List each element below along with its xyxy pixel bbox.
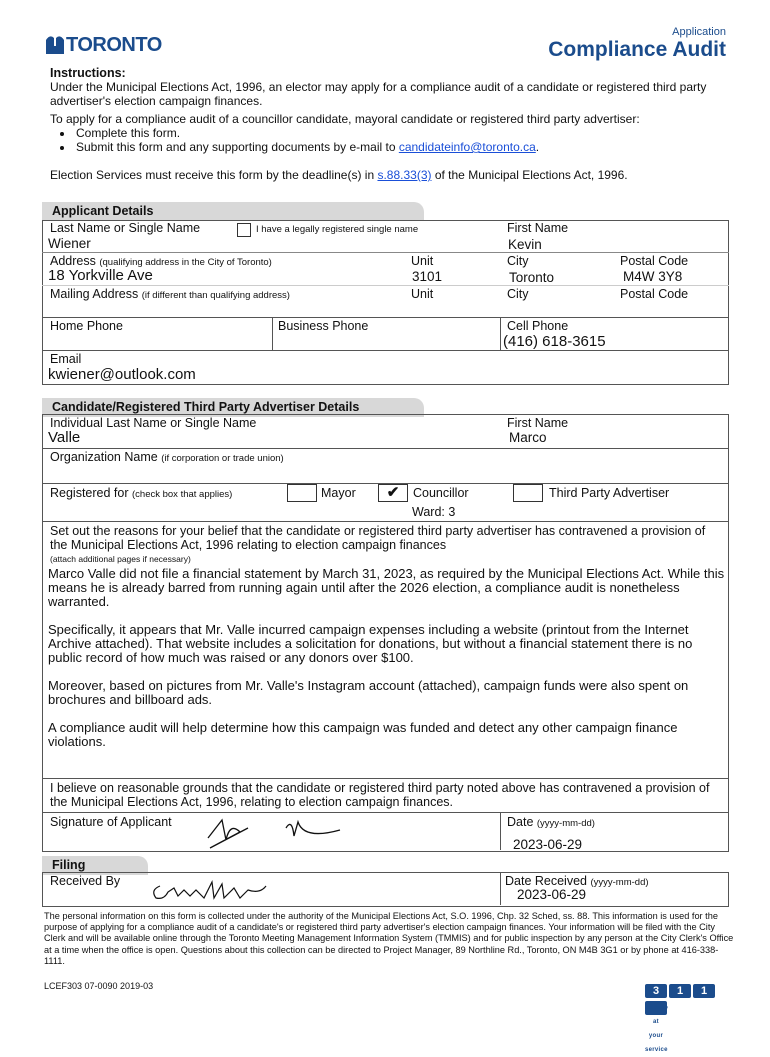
bullet2-text: Submit this form and any supporting documents by e-mail to: [76, 140, 399, 154]
postal-code-label: Postal Code: [620, 254, 689, 268]
candidate-last-name[interactable]: Valle: [48, 429, 81, 446]
date-received-label: [505, 874, 649, 888]
applicant-signature[interactable]: [200, 810, 350, 852]
registered-for-label: [50, 486, 232, 500]
single-name-checkbox[interactable]: [237, 221, 251, 239]
reasons-text[interactable]: [48, 567, 728, 763]
bullet2-suffix: .: [535, 140, 540, 154]
received-by-label: Received By: [50, 874, 121, 888]
badge-tagline: toronto at your service: [645, 1001, 667, 1015]
applicant-details-box: [42, 220, 729, 385]
candidate-last-name-label: Individual Last Name or Single Name: [50, 416, 257, 430]
applicant-address[interactable]: 18 Yorkville Ave: [48, 267, 153, 284]
cell-phone-label: Cell Phone: [507, 319, 569, 333]
applicant-section-title: Applicant Details: [42, 202, 424, 221]
instructions-bullet: [74, 140, 730, 154]
mailing-label-text: Mailing Address: [50, 287, 139, 301]
date-label-text: Date: [507, 815, 534, 829]
org-note: (if corporation or trade union): [161, 453, 284, 464]
reason-paragraph: A compliance audit will help determine how this campaign was funded and detect any other campaign finance violations.: [48, 720, 678, 749]
applicant-email[interactable]: kwiener@outlook.com: [48, 366, 196, 383]
reason-paragraph: Moreover, based on pictures from Mr. Valle's Instagram account (attached), campaign funds were also spent on brochures and billboard ads.: [48, 678, 689, 707]
mailing-note: (if different than qualifying address): [141, 290, 290, 301]
organization-label: [50, 450, 284, 464]
filing-section-title: Filing: [42, 856, 148, 875]
badge-digit: 1: [669, 984, 691, 998]
address-label: [50, 254, 272, 268]
date-note: (yyyy-mm-dd): [536, 818, 595, 829]
address-note: (qualifying address in the City of Toronto): [99, 257, 272, 268]
logo-text: TORONTO: [66, 34, 162, 56]
applicant-unit[interactable]: 3101: [412, 269, 443, 284]
application-date[interactable]: 2023-06-29: [513, 837, 583, 852]
ward-value[interactable]: Ward: 3: [412, 505, 456, 519]
candidate-first-name-label: First Name: [507, 416, 569, 430]
toronto-logo: [44, 32, 162, 60]
mayor-checkbox[interactable]: [287, 484, 317, 502]
instructions: [50, 66, 730, 182]
address-label-text: Address: [50, 254, 96, 268]
applicant-city[interactable]: Toronto: [509, 270, 555, 285]
signature-label: Signature of Applicant: [50, 815, 172, 829]
registered-for-note: (check box that applies): [132, 489, 233, 500]
applicant-cell-phone[interactable]: (416) 618-3615: [503, 333, 606, 350]
application-label: Application: [672, 26, 726, 38]
email-link[interactable]: candidateinfo@toronto.ca: [398, 140, 536, 154]
candidate-first-name[interactable]: Marco: [509, 430, 547, 445]
received-by-signature: [148, 876, 272, 904]
para3-suffix: of the Municipal Elections Act, 1996.: [431, 168, 628, 182]
last-name-label: Last Name or Single Name: [50, 221, 201, 235]
applicant-first-name[interactable]: Kevin: [508, 237, 542, 252]
privacy-statement: The personal information on this form is collected under the authority of the Municipal Elections Act, S.O. 1996, Chp. 32 Sched, ss. 88. This information is used for the purpose of applying for a compliance audit of a candidate's or registered third party advertiser's election campaign finances. Your information will be filed with the City Clerk and will be available online through the Toronto Meeting Management Information System (TMMIS) and for public inspection by any person at the City Clerk's Office at a time when the office is open. Questions about this collection can be directed to Project Manager, 89 Northline Rd., Toronto, ON M4B 3G1 or by phone at 416-338-1111.: [44, 911, 734, 966]
reason-paragraph: Marco Valle did not file a financial statement by March 31, 2023, as required by the Municipal Elections Act. While this means he is already barred from running again until after the 2026 election, a compliance audit is nonetheless warranted.: [48, 566, 725, 609]
date-label: [507, 815, 595, 829]
home-phone-label: Home Phone: [50, 319, 123, 333]
councillor-checkbox[interactable]: ✔: [378, 484, 408, 502]
councillor-label: Councillor: [413, 486, 469, 500]
instructions-para3: [50, 168, 730, 182]
mailing-address-label: [50, 287, 290, 301]
instructions-para1: Under the Municipal Elections Act, 1996, an elector may apply for a compliance audit of a candidate or registered third party advertiser's election campaign finances.: [50, 80, 707, 108]
single-name-label: I have a legally registered single name: [256, 224, 419, 235]
city-hall-icon: [44, 32, 66, 56]
email-label: Email: [50, 352, 82, 366]
page-title: Compliance Audit: [548, 38, 726, 61]
reasons-prompt: Set out the reasons for your belief that the candidate or registered third party advertiser has contravened a provision of the Municipal Elections Act, 1996 relating to election campaign finances: [50, 524, 706, 552]
form-code: LCEF303 07-0090 2019-03: [44, 981, 154, 991]
badge-digit: 3: [645, 984, 667, 998]
city-label: City: [507, 254, 529, 268]
statute-link[interactable]: s.88.33(3): [377, 168, 432, 182]
first-name-label: First Name: [507, 221, 569, 235]
para3-text: Election Services must receive this form by the deadline(s) in: [50, 168, 378, 182]
reason-paragraph: Specifically, it appears that Mr. Valle incurred campaign expenses including a website (printout from the Internet Archive attached). That website includes a solicitation for donations, but without a financial statement there is no public record of how much was raised or any donors over $100.: [48, 622, 693, 665]
org-label-text: Organization Name: [50, 450, 158, 464]
registered-for-text: Registered for: [50, 486, 129, 500]
311-badge: [645, 981, 725, 1053]
business-phone-label: Business Phone: [278, 319, 369, 333]
instructions-para2: To apply for a compliance audit of a councillor candidate, mayoral candidate or registered third party advertiser:: [50, 112, 640, 126]
unit-label: Unit: [411, 254, 434, 268]
instructions-list: [74, 126, 730, 154]
candidate-section-title: Candidate/Registered Third Party Advertiser Details: [42, 398, 424, 417]
instructions-heading: Instructions:: [50, 66, 126, 80]
applicant-postal-code[interactable]: M4W 3Y8: [623, 269, 683, 284]
date-received-note: (yyyy-mm-dd): [590, 877, 649, 888]
date-received-text: Date Received: [505, 874, 587, 888]
instructions-bullet: • Complete this form.: [74, 126, 730, 140]
applicant-last-name[interactable]: Wiener: [48, 236, 91, 251]
third-party-label: Third Party Advertiser: [549, 486, 670, 500]
third-party-checkbox[interactable]: [513, 484, 543, 502]
date-received-value[interactable]: 2023-06-29: [517, 887, 587, 902]
mailing-unit-label: Unit: [411, 287, 434, 301]
mailing-postal-label: Postal Code: [620, 287, 689, 301]
mailing-city-label: City: [507, 287, 529, 301]
mayor-label: Mayor: [321, 486, 356, 500]
reasons-note: (attach additional pages if necessary): [50, 554, 191, 564]
badge-digit: 1: [693, 984, 715, 998]
belief-statement: I believe on reasonable grounds that the candidate or registered third party noted above has contravened a provision of the Municipal Elections Act, 1996, relating to election campaign finances.: [50, 781, 710, 809]
